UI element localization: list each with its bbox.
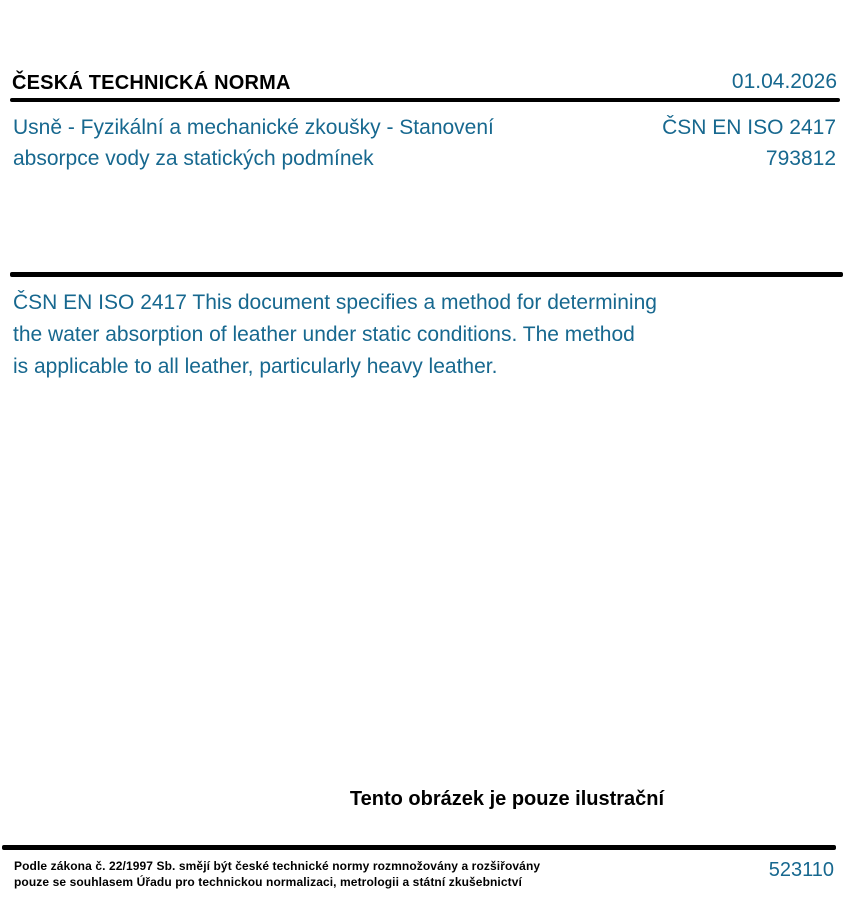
header-rule [10,98,840,102]
page-title: ČESKÁ TECHNICKÁ NORMA [12,72,291,94]
abstract-line: is applicable to all leather, particularly heavy leather. [13,355,498,378]
norm-title-line: Usně - Fyzikální a mechanické zkoušky - Stanovení [13,116,494,139]
abstract-line: ČSN EN ISO 2417 This document specifies a method for determining [13,291,657,314]
footer-rule [2,845,836,850]
norm-title [13,112,494,174]
norm-identifiers [662,112,836,174]
abstract-line: the water absorption of leather under static conditions. The method [13,323,635,346]
norm-class-code: 793812 [765,147,836,170]
issue-date: 01.04.2026 [731,70,837,93]
norm-designation: ČSN EN ISO 2417 [662,116,836,139]
legal-notice [14,858,540,890]
legal-notice-line: Podle zákona č. 22/1997 Sb. smějí být české technické normy rozmnožovány a rozšiřovány [14,859,541,873]
legal-notice-line: pouze se souhlasem Úřadu pro technickou normalizaci, metrologii a státní zkušebnictví [14,875,522,889]
abstract-rule [10,272,843,277]
illustration-notice: Tento obrázek je pouze ilustrační [349,788,665,810]
abstract [13,287,657,383]
norm-title-line: absorpce vody za statických podmínek [13,147,374,170]
order-number: 523110 [768,859,834,881]
